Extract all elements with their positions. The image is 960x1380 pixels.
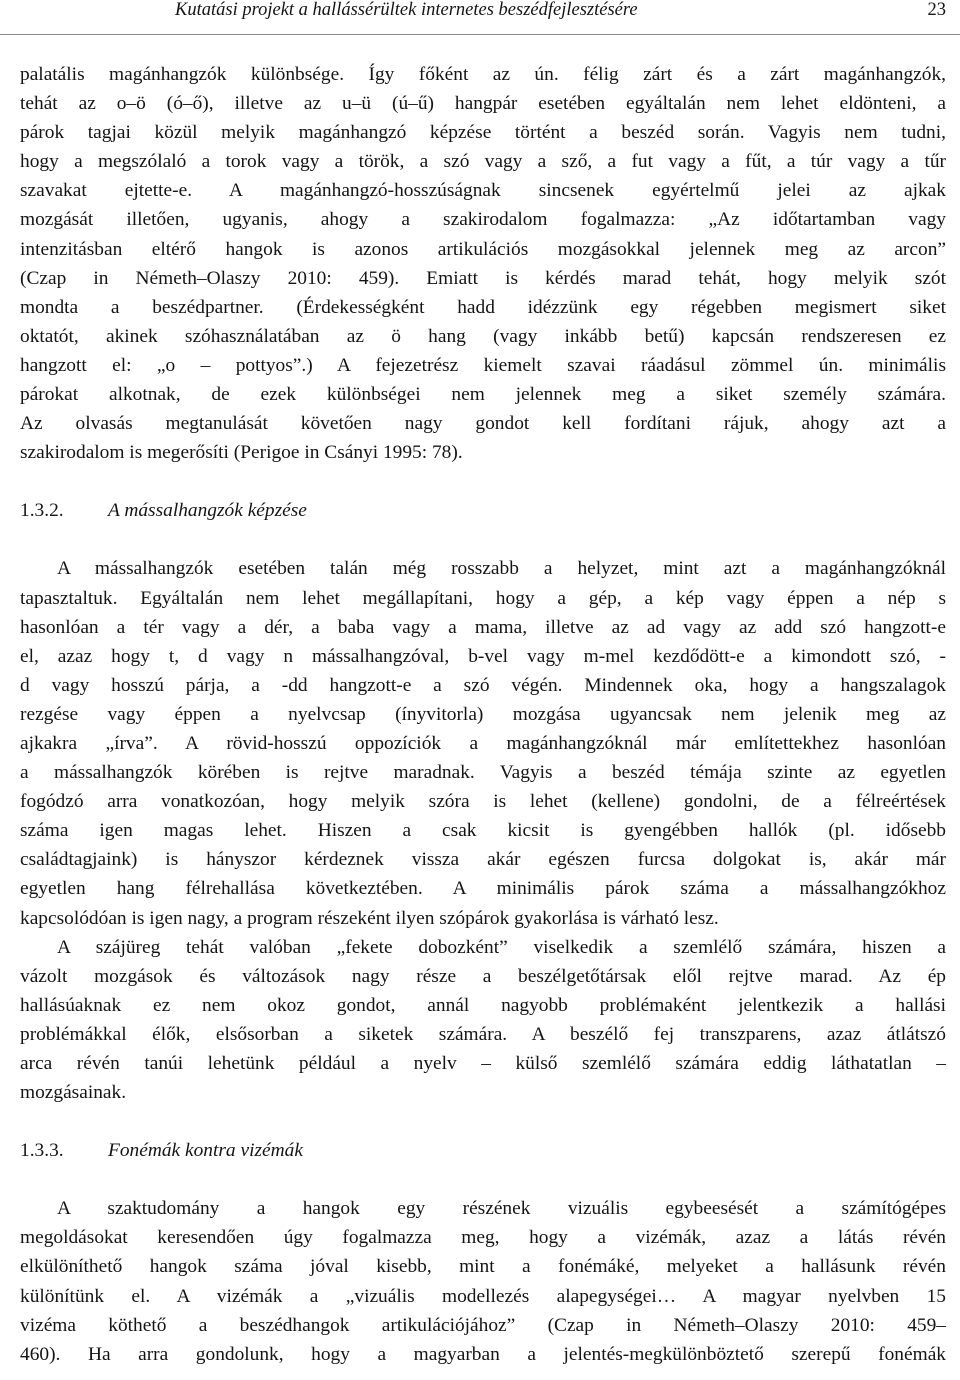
text-line: 460). Ha arra gondolunk, hogy a magyarban a jelentés-megkülönböztető szerepű fonémák (20, 1343, 946, 1365)
page-body (20, 60, 946, 1369)
text-line: mozgásainak. (20, 1082, 127, 1104)
section-heading (20, 496, 946, 525)
text-line: A szaktudomány a hangok egy részének vizuális egybeesését a számítógépes (57, 1198, 946, 1220)
text-line: tehát az o–ö (ó–ő), illetve az u–ü (ú–ű) hangpár esetében egyáltalán nem lehet eldönteni, a (20, 93, 946, 115)
text-line: megoldásokat keresendően úgy fogalmazza meg, hogy a vizémák, azaz a látás révén (20, 1227, 946, 1249)
text-line: tapasztaltuk. Egyáltalán nem lehet megállapítani, hogy a gép, a kép vagy éppen a nép s (20, 587, 946, 609)
text-line: rezgése vagy éppen a nyelvcsap (ínyvitorla) mozgása ugyancsak nem jelenik meg az (20, 703, 946, 725)
text-line: palatális magánhangzók különbsége. Így főként az ún. félig zárt és a zárt magánhangzók, (20, 64, 946, 85)
text-line: a mássalhangzók körében is rejtve maradnak. Vagyis a beszéd témája szinte az egyetlen (20, 762, 946, 784)
text-line: hogy a megszólaló a torok vagy a török, a szó vagy a sző, a fut vagy a fűt, a túr vagy a tűr (20, 151, 946, 173)
text-line: szakirodalom is megerősíti (Perigoe in Csányi 1995: 78). (20, 442, 463, 464)
text-line: A mássalhangzók esetében talán még rosszabb a helyzet, mint azt a magánhangzóknál (57, 558, 946, 580)
text-line: különítünk el. A vizémák a „vizuális modellezés alapegységei… A magyar nyelvben 15 (20, 1285, 946, 1307)
section-number: 1.3.2. (20, 500, 64, 522)
text-line: mozgását illetően, ugyanis, ahogy a szakirodalom fogalmazza: „Az időtartamban vagy (20, 209, 946, 231)
running-header (0, 0, 960, 35)
text-line: hangzott el: „o – pottyos”.) A fejezetrész kiemelt szavai ráadásul zömmel ún. minimális (20, 354, 946, 376)
section-title: Fonémák kontra vizémák (108, 1140, 303, 1162)
text-line: száma igen magas lehet. Hiszen a csak kicsit is gyengébben hallók (pl. idősebb (20, 820, 946, 842)
text-line: intenzitásban eltérő hangok is azonos artikulációs mozgásokkal jelennek meg az arcon” (20, 238, 946, 260)
text-line: d vagy hosszú párja, a -dd hangzott-e a szó végén. Mindennek oka, hogy a hangszalagok (20, 674, 946, 696)
text-line: ajkakra „írva”. A rövid-hosszú oppozíciók a magánhangzóknál már említettekhez hasonlóan (20, 732, 946, 754)
section-heading (20, 1136, 946, 1165)
text-line: (Czap in Németh–Olaszy 2010: 459). Emiatt is kérdés marad tehát, hogy melyik szót (20, 267, 946, 289)
text-line: párokat alkotnak, de ezek különbségei nem jelennek meg a siket személy számára. (20, 384, 946, 406)
text-line: Az olvasás megtanulását követően nagy gondot kell fordítani rájuk, ahogy azt a (20, 413, 946, 435)
text-line: vizéma köthető a beszédhangok artikulációjához” (Czap in Németh–Olaszy 2010: 459– (20, 1314, 946, 1336)
text-line: arca révén tanúi lehetünk például a nyelv – külső szemlélő számára eddig láthatatlan – (20, 1053, 946, 1074)
text-line: szavakat ejtette-e. A magánhangzó-hosszúságnak sincsenek egyértelmű jelei az ajkak (20, 180, 946, 202)
text-line: hasonlóan a tér vagy a dér, a baba vagy a mama, illetve az ad vagy az add szó hangzott-e (20, 616, 946, 638)
text-line: mondta a beszédpartner. (Érdekességként hadd idézzünk egy régebben megismert siket (20, 296, 946, 318)
text-line: családtagjaink) is hányszor kérdeznek vissza akár egészen furcsa dolgokat is, akár már (20, 849, 946, 871)
section-title: A mássalhangzók képzése (108, 500, 307, 522)
text-line: fogódzó arra vonatkozóan, hogy melyik szóra is lehet (kellene) gondolni, de a félreértések (20, 791, 946, 813)
text-line: el, azaz hogy t, d vagy n mássalhangzóval, b-vel vagy m-mel kezdődött-e a kimondott szó, - (20, 645, 946, 667)
text-line: kapcsolódóan is igen nagy, a program részeként ilyen szópárok gyakorlása is várható lesz. (20, 907, 719, 929)
text-line: problémákkal élők, elsősorban a siketek számára. A beszélő fej transzparens, azaz átlátszó (20, 1023, 946, 1045)
running-header-title: Kutatási projekt a hallássérültek internetes beszédfejlesztésére (175, 0, 638, 20)
text-line: elkülöníthető hangok száma jóval kisebb, mint a fonémáké, melyeket a hallásunk révén (20, 1256, 946, 1278)
page-number: 23 (927, 0, 946, 20)
text-line: hallásúaknak ez nem okoz gondot, annál nagyobb problémaként jelentkezik a hallási (20, 994, 946, 1016)
text-line: egyetlen hang félrehallása következtében. A minimális párok száma a mássalhangzókhoz (20, 878, 946, 900)
section-number: 1.3.3. (20, 1140, 64, 1162)
text-line: párok tagjai közül melyik magánhangzó képzése történt a beszéd során. Vagyis nem tudni, (20, 122, 946, 144)
text-line: vázolt mozgások és változások nagy része a beszélgetőtársak elől rejtve marad. Az ép (20, 965, 946, 987)
text-line: oktatót, akinek szóhasználatában az ö hang (vagy inkább betű) kapcsán rendszeresen ez (20, 325, 946, 347)
text-line: A szájüreg tehát valóban „fekete dobozként” viselkedik a szemlélő számára, hiszen a (57, 936, 946, 958)
